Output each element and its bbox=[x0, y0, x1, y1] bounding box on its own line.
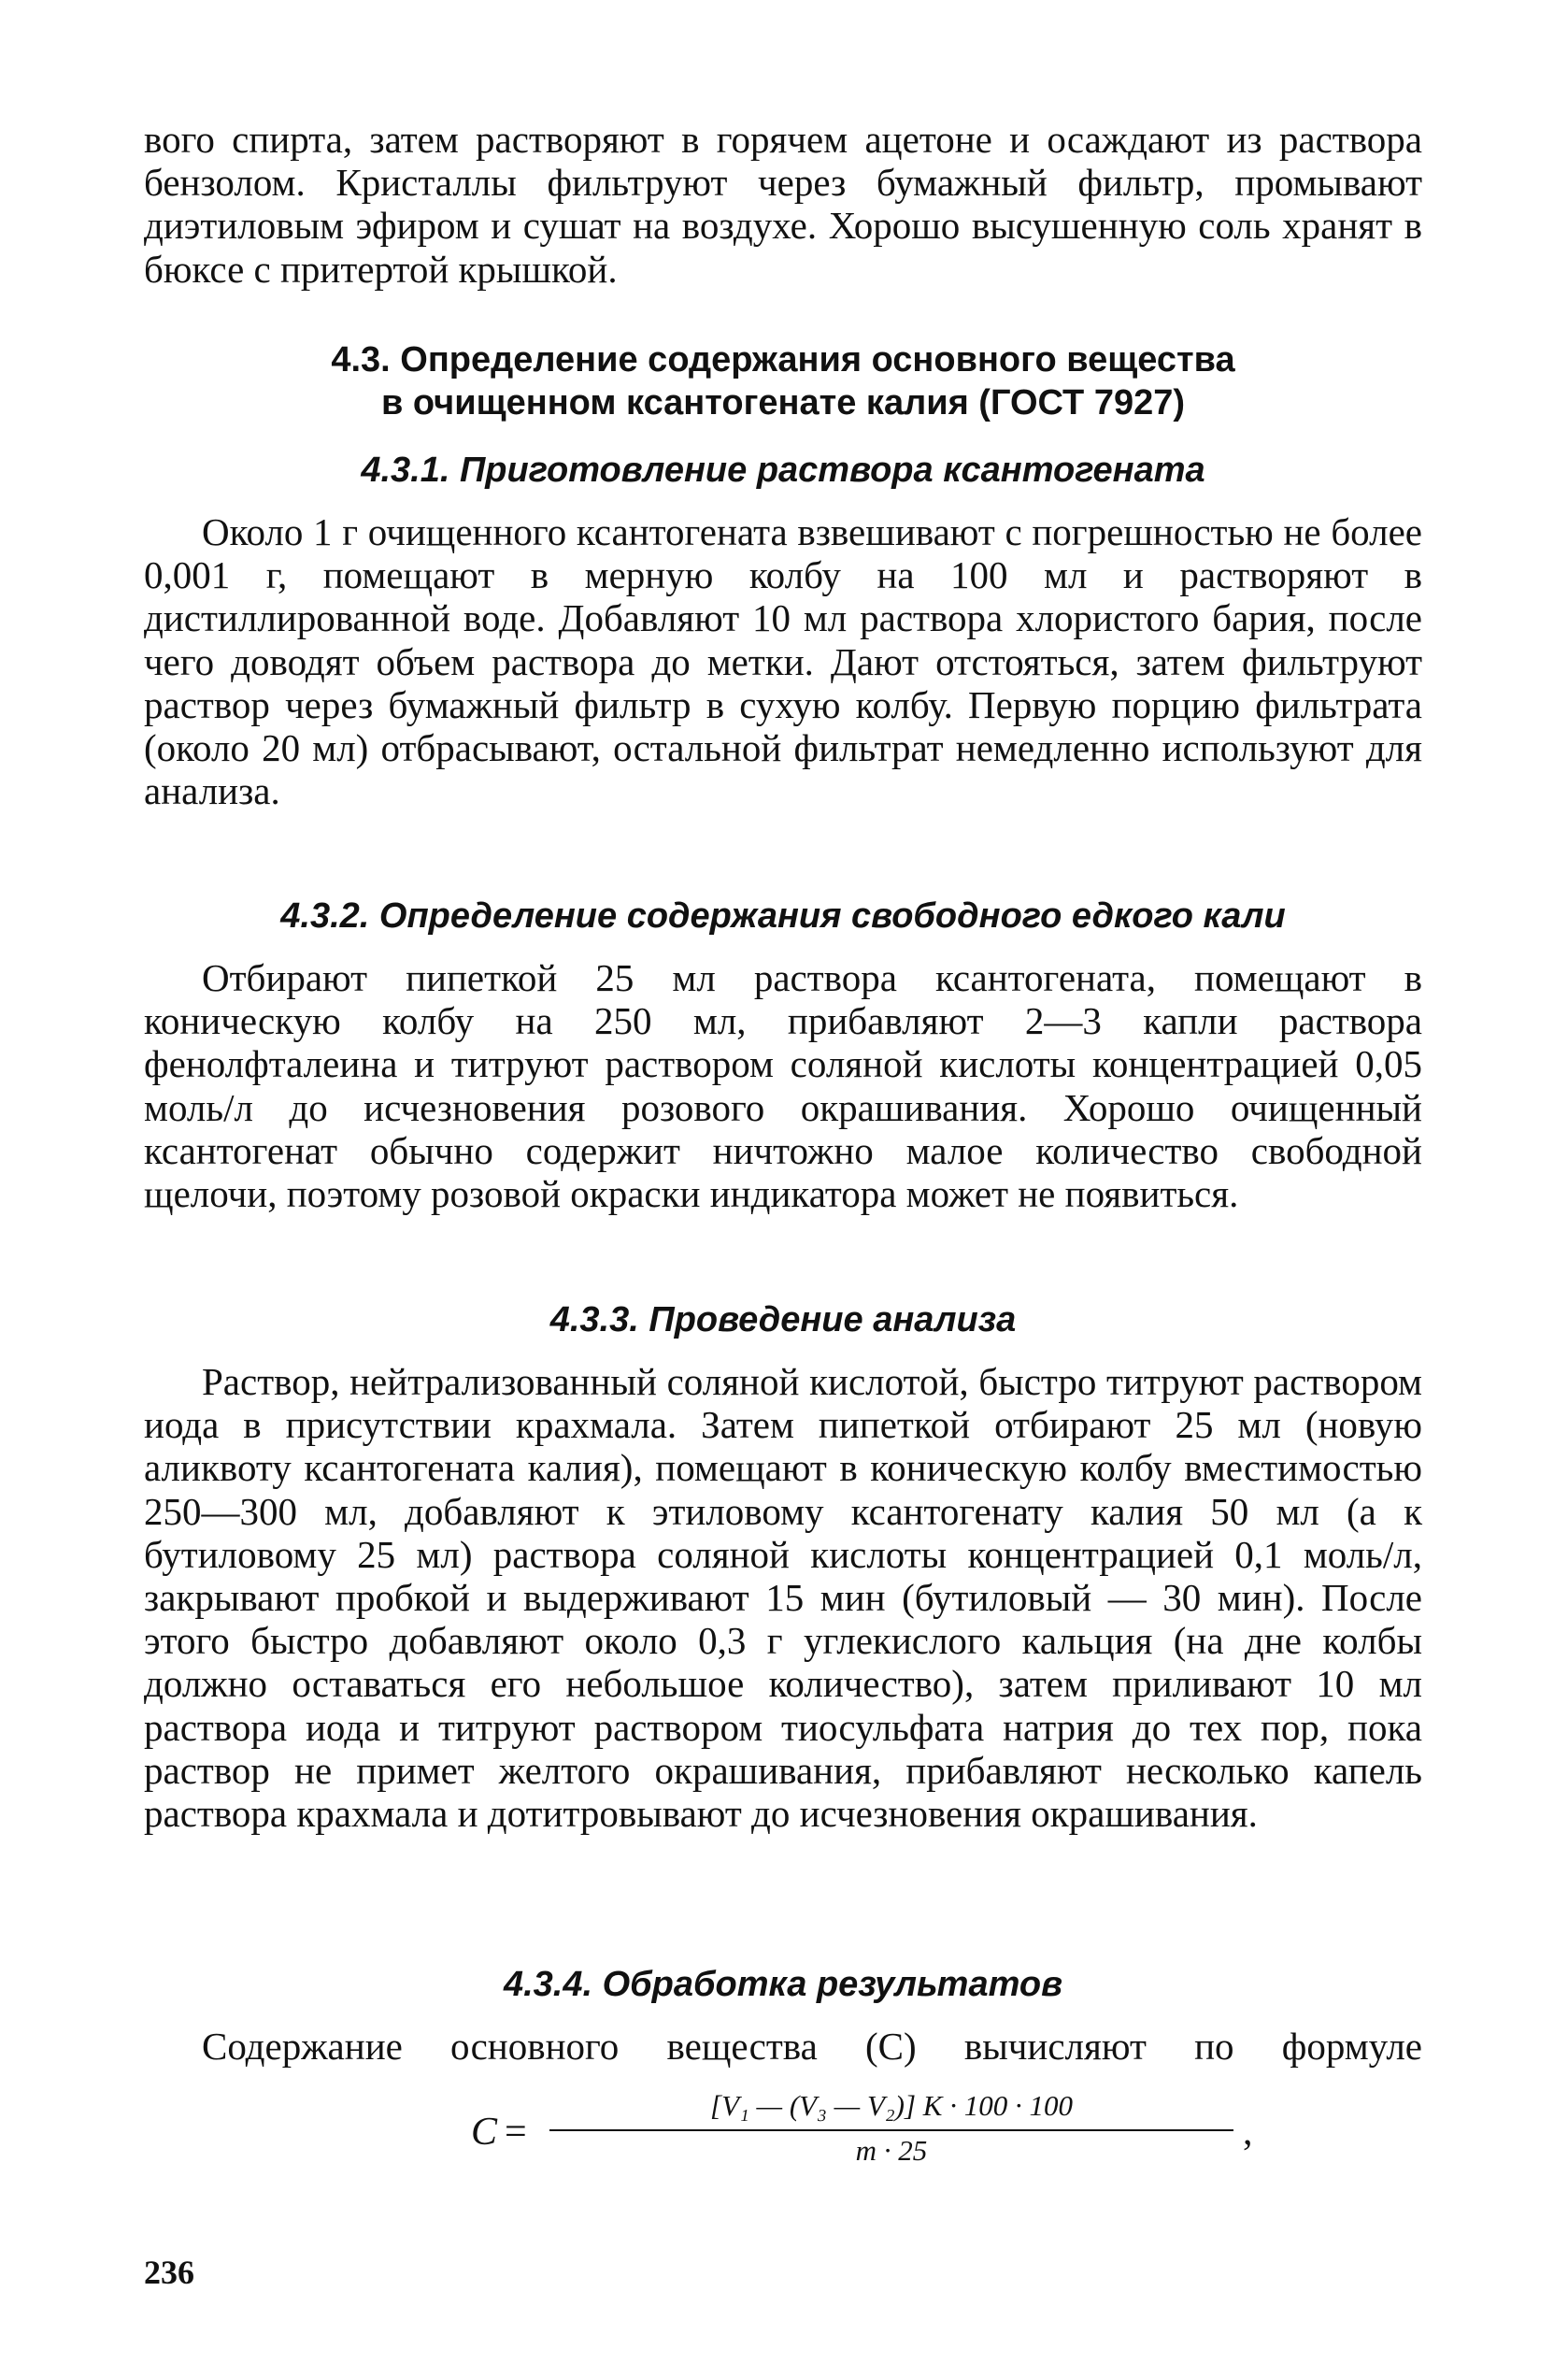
section-4-3-2 bbox=[144, 895, 1422, 1215]
section-4-3-4-text: Содержание основного вещества (C) вычисляют по формуле bbox=[202, 2025, 1422, 2068]
formula-equals: = bbox=[505, 2111, 527, 2154]
formula-denominator: m · 25 bbox=[855, 2134, 928, 2167]
page-number: 236 bbox=[144, 2254, 194, 2291]
intro-paragraph-block bbox=[144, 118, 1422, 291]
section-4-3-heading bbox=[144, 338, 1422, 424]
section-4-3-4-title: 4.3.4. Обработка результатов bbox=[503, 1965, 1063, 2004]
formula-lhs: C bbox=[471, 2111, 498, 2154]
section-4-3-4 bbox=[144, 1963, 1422, 2068]
section-4-3-2-title: 4.3.2. Определение содержания свободного едкого кали bbox=[280, 896, 1286, 936]
section-4-3-1 bbox=[144, 449, 1422, 812]
section-4-3-3-title: 4.3.3. Проведение анализа bbox=[549, 1300, 1017, 1339]
section-4-3-3-text: Раствор, нейтрализованный соляной кислотой, быстро титруют раствором иода в присутствии крахмала. Затем пипеткой отбирают 25 мл (новую аликвоту ксантогената калия), помещают в коническую колбу вместимостью 250—300 мл, добавляют к этиловому ксантогенату калия 50 мл (а к бутиловому 25 мл) раствора соляной кислоты концентрацией 0,1 моль/л, закрывают пробкой и выдерживают 15 мин (бутиловый — 30 мин). После этого быстро добавляют около 0,3 г углекислого кальция (на дне колбы должно оставаться его небольшое количество), затем приливают 10 мл раствора иода и титруют раствором тиосульфата натрия до тех пор, пока раствор не примет желтого окрашивания, прибавляют несколько капель раствора крахмала и дотитровывают до исчезновения окрашивания. bbox=[144, 1360, 1422, 1836]
formula-numerator: [V₁ — (V₃ — V₂)] K · 100 · 100 bbox=[710, 2089, 1073, 2122]
section-4-3-3 bbox=[144, 1298, 1422, 1835]
section-4-3-1-title: 4.3.1. Приготовление раствора ксантогената bbox=[361, 451, 1205, 490]
section-4-3-2-text: Отбирают пипеткой 25 мл раствора ксантогената, помещают в коническую колбу на 250 мл, прибавляют 2—3 капли раствора фенолфталеина и титруют раствором соляной кислоты концентрацией 0,05 моль/л до исчезновения розового окрашивания. Хорошо очищенный ксантогенат обычно содержит ничтожно малое количество свободной щелочи, поэтому розовой окраски индикатора может не появиться. bbox=[144, 956, 1422, 1216]
section-4-3-1-text: Около 1 г очищенного ксантогената взвешивают с погрешностью не более 0,001 г, помещают в мерную колбу на 100 мл и растворяют в дистиллированной воде. Добавляют 10 мл раствора хлористого бария, после чего доводят объем раствора до метки. Дают отстояться, затем фильтруют раствор через бумажный фильтр в сухую колбу. Первую порцию фильтрата (около 20 мл) отбрасывают, остальной фильтрат немедленно используют для анализа. bbox=[144, 510, 1422, 813]
formula-fraction-bar bbox=[549, 2129, 1233, 2131]
formula-comma: , bbox=[1243, 2111, 1253, 2154]
result-formula bbox=[144, 2089, 1422, 2183]
section-4-3-title-line2: в очищенном ксантогенате калия (ГОСТ 7927) bbox=[380, 383, 1186, 422]
intro-paragraph: вого спирта, затем растворяют в горячем ацетоне и осаждают из раствора бензолом. Кристаллы фильтруют через бумажный фильтр, промывают диэтиловым эфиром и сушат на воздухе. Хорошо высушенную соль хранят в бюксе с притертой крышкой. bbox=[144, 118, 1422, 291]
section-4-3-title-line1: 4.3. Определение содержания основного вещества bbox=[331, 340, 1235, 380]
